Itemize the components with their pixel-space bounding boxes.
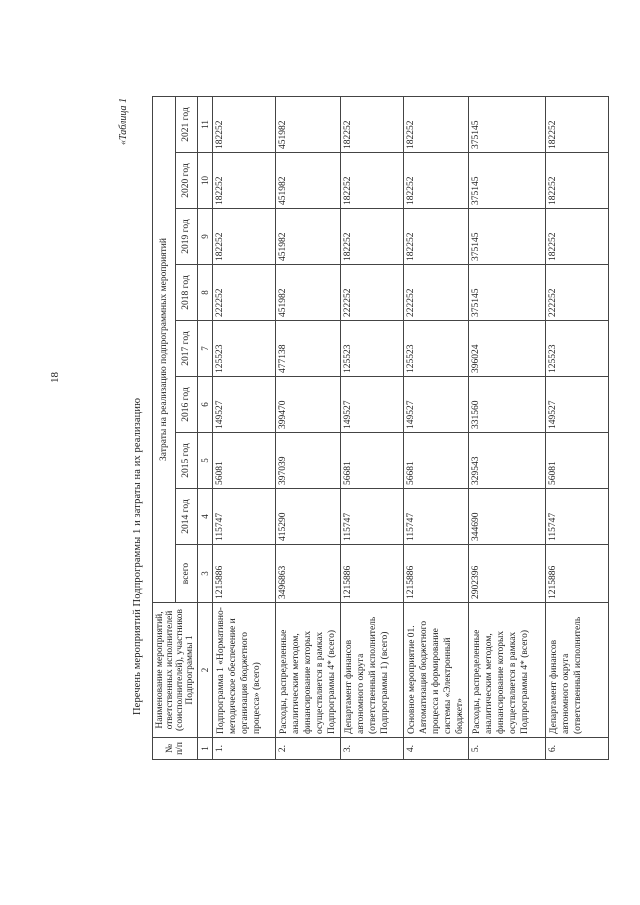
row-name: Основное мероприятие 01. Автоматизация бюджетного процесса и формирование системы «Электронный бюджет» [404, 603, 469, 738]
year-value: 115747 [213, 489, 276, 545]
row-number: 3. [341, 738, 404, 760]
page-number: 18 [49, 372, 61, 383]
header-name: Наименование мероприятий, ответственных исполнителей (соисполнителей), участников Подпрограммы 1 [153, 603, 198, 738]
year-value: 451982 [276, 97, 341, 153]
year-value: 397039 [276, 433, 341, 489]
year-value: 182252 [213, 97, 276, 153]
year-value: 56681 [404, 433, 469, 489]
column-number: 10 [198, 153, 213, 209]
table-row [469, 97, 546, 760]
total-value: 1215886 [404, 545, 469, 603]
column-number: 9 [198, 209, 213, 265]
year-value: 182252 [404, 97, 469, 153]
header-total: всего [175, 545, 198, 603]
year-value: 375145 [469, 97, 546, 153]
year-value: 115747 [404, 489, 469, 545]
table-mark: «Таблица 1 [118, 98, 129, 145]
row-name: Департамент финансов автономного округа (ответственный исполнитель Подпрограммы 1) (всего) [341, 603, 404, 738]
year-value: 222252 [213, 265, 276, 321]
table-row [404, 97, 469, 760]
row-number: 2. [276, 738, 341, 760]
year-value: 182252 [546, 209, 609, 265]
column-number: 5 [198, 433, 213, 489]
total-value: 1215886 [341, 545, 404, 603]
year-value: 396024 [469, 321, 546, 377]
table-row [341, 97, 404, 760]
row-number: 5. [469, 738, 546, 760]
table-body [213, 97, 609, 760]
header-year: 2021 год [175, 97, 198, 153]
row-name: Расходы, распределенные аналитическим методом, финансирование которых осуществляется в рамках Подпрограммы 4* (всего) [469, 603, 546, 738]
year-value: 115747 [546, 489, 609, 545]
costs-table [152, 96, 609, 760]
header-year: 2020 год [175, 153, 198, 209]
header-year: 2015 год [175, 433, 198, 489]
year-value: 415290 [276, 489, 341, 545]
header-year: 2018 год [175, 265, 198, 321]
header-costs: Затраты на реализацию подпрограммных мероприятий [153, 97, 176, 603]
column-number: 6 [198, 377, 213, 433]
year-value: 149527 [404, 377, 469, 433]
row-number: 6. [546, 738, 609, 760]
column-number: 11 [198, 97, 213, 153]
year-value: 344690 [469, 489, 546, 545]
row-number: 4. [404, 738, 469, 760]
year-value: 399470 [276, 377, 341, 433]
column-number: 4 [198, 489, 213, 545]
year-value: 451982 [276, 265, 341, 321]
year-value: 182252 [341, 209, 404, 265]
year-value: 222252 [404, 265, 469, 321]
column-number: 2 [198, 603, 213, 738]
year-value: 149527 [546, 377, 609, 433]
year-value: 375145 [469, 153, 546, 209]
column-number: 8 [198, 265, 213, 321]
table-row [546, 97, 609, 760]
year-value: 149527 [213, 377, 276, 433]
year-value: 56081 [546, 433, 609, 489]
column-number: 3 [198, 545, 213, 603]
total-value: 1215886 [546, 545, 609, 603]
year-value: 182252 [546, 97, 609, 153]
year-value: 56081 [213, 433, 276, 489]
year-value: 56681 [341, 433, 404, 489]
year-value: 451982 [276, 209, 341, 265]
document-title: Перечень мероприятий Подпрограммы 1 и затраты на их реализацию [132, 397, 143, 715]
column-number: 7 [198, 321, 213, 377]
year-value: 182252 [546, 153, 609, 209]
total-value: 2902396 [469, 545, 546, 603]
header-no: № п/п [153, 738, 198, 760]
year-value: 182252 [404, 209, 469, 265]
year-value: 182252 [213, 153, 276, 209]
year-value: 375145 [469, 265, 546, 321]
row-name: Подпрограмма 1 «Нормативно-методическое обеспечение и организация бюджетного процесса» (всего) [213, 603, 276, 738]
year-value: 182252 [213, 209, 276, 265]
year-value: 149527 [341, 377, 404, 433]
year-value: 375145 [469, 209, 546, 265]
row-number: 1. [213, 738, 276, 760]
year-value: 222252 [341, 265, 404, 321]
year-value: 125523 [213, 321, 276, 377]
year-value: 125523 [546, 321, 609, 377]
year-value: 329543 [469, 433, 546, 489]
header-year: 2019 год [175, 209, 198, 265]
header-year: 2014 год [175, 489, 198, 545]
column-number: 1 [198, 738, 213, 760]
total-value: 1215886 [213, 545, 276, 603]
total-value: 3496863 [276, 545, 341, 603]
year-value: 182252 [341, 153, 404, 209]
table-row [276, 97, 341, 760]
header-year: 2017 год [175, 321, 198, 377]
year-value: 222252 [546, 265, 609, 321]
row-name: Департамент финансов автономного округа (ответственный исполнитель [546, 603, 609, 738]
year-value: 125523 [341, 321, 404, 377]
year-value: 477138 [276, 321, 341, 377]
year-value: 182252 [341, 97, 404, 153]
table-row [213, 97, 276, 760]
row-name: Расходы, распределенные аналитическим методом, финансирование которых осуществляется в рамках Подпрограммы 4* (всего) [276, 603, 341, 738]
header-year: 2016 год [175, 377, 198, 433]
year-value: 331560 [469, 377, 546, 433]
year-value: 125523 [404, 321, 469, 377]
year-value: 451982 [276, 153, 341, 209]
year-value: 115747 [341, 489, 404, 545]
year-value: 182252 [404, 153, 469, 209]
